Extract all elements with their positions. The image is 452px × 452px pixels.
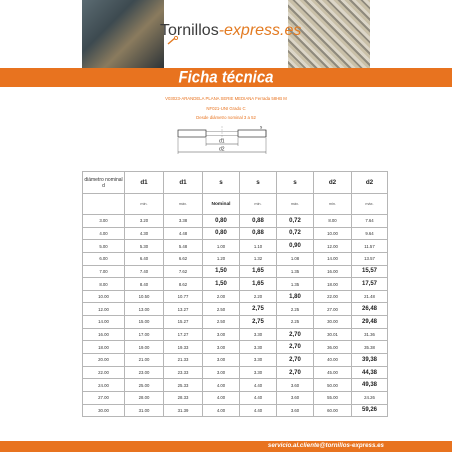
table-cell: 1.08 <box>277 252 314 265</box>
table-cell: 23.33 <box>164 366 203 379</box>
table-cell: 30.01 <box>314 328 352 341</box>
table-cell: 2.50 <box>203 316 240 329</box>
table-cell: 1,50 <box>203 278 240 291</box>
table-cell: 8.62 <box>164 278 203 291</box>
table-cell: 0,72 <box>277 227 314 240</box>
table-cell: 13.00 <box>125 303 164 316</box>
unit-cell: min. <box>125 194 164 215</box>
header-nominal-diameter: diámetro nominal d <box>83 172 125 194</box>
table-cell: 2,70 <box>277 366 314 379</box>
table-cell: 4.40 <box>240 404 277 417</box>
table-row <box>83 341 388 354</box>
table-cell: 3.60 <box>277 391 314 404</box>
table-cell: 12.00 <box>314 240 352 253</box>
logo-sub-text: -express.es <box>218 22 302 39</box>
table-cell: 1,65 <box>240 278 277 291</box>
table-cell: 14.00 <box>314 252 352 265</box>
table-cell: 2,75 <box>240 316 277 329</box>
table-cell: 10.77 <box>164 290 203 303</box>
label-d1: d1 <box>219 138 225 145</box>
table-cell: 16.00 <box>314 265 352 278</box>
tools-photo <box>82 0 164 68</box>
table-cell: 3.30 <box>240 354 277 367</box>
table-cell: 40.00 <box>314 354 352 367</box>
table-cell: 50.00 <box>314 379 352 392</box>
table-cell: 1,50 <box>203 265 240 278</box>
table-cell: 4.40 <box>240 379 277 392</box>
table-cell: 10.00 <box>314 227 352 240</box>
unit-cell: máx. <box>164 194 203 215</box>
table-cell: 10.50 <box>125 290 164 303</box>
table-cell: 0,88 <box>240 215 277 228</box>
table-cell: 31.36 <box>352 328 388 341</box>
table-cell: 1.35 <box>277 278 314 291</box>
header-d1-max: d1 <box>164 172 203 194</box>
table-row <box>83 391 388 404</box>
table-cell: 2.25 <box>277 316 314 329</box>
table-cell: 3.30 <box>240 328 277 341</box>
page-title: Ficha técnica <box>178 68 274 87</box>
table-cell: 31.39 <box>164 404 203 417</box>
table-cell: 3.00 <box>83 215 125 228</box>
table-cell: 17.27 <box>164 328 203 341</box>
header-s-min: s <box>240 172 277 194</box>
table-cell: 35.38 <box>352 341 388 354</box>
unit-cell: máx. <box>277 194 314 215</box>
table-cell: 55.00 <box>314 391 352 404</box>
table-cell: 3.30 <box>240 366 277 379</box>
table-row <box>83 215 388 228</box>
header-d2-max: d2 <box>352 172 388 194</box>
header-s-max: s <box>277 172 314 194</box>
table-cell: 2.20 <box>240 290 277 303</box>
table-cell: 15,57 <box>352 265 388 278</box>
label-s: s <box>260 124 263 130</box>
header-d1-min: d1 <box>125 172 164 194</box>
logo-wrench-icon <box>167 36 179 46</box>
title-bar <box>0 68 452 87</box>
table-row <box>83 227 388 240</box>
table-row <box>83 290 388 303</box>
table-cell: 6.00 <box>83 252 125 265</box>
table-row <box>83 328 388 341</box>
table-cell: 7.64 <box>352 215 388 228</box>
table-cell: 24.00 <box>83 379 125 392</box>
table-cell: 4.48 <box>164 227 203 240</box>
table-cell: 44,38 <box>352 366 388 379</box>
table-cell: 5.48 <box>164 240 203 253</box>
table-cell: 0,80 <box>203 215 240 228</box>
dimensions-table <box>82 171 388 417</box>
table-cell: 4.00 <box>203 391 240 404</box>
table-cell: 3.20 <box>125 215 164 228</box>
table-cell: 3.00 <box>203 328 240 341</box>
table-cell: 31.00 <box>125 404 164 417</box>
table-cell: 1.20 <box>203 252 240 265</box>
table-cell: 14.00 <box>83 316 125 329</box>
table-cell: 0,88 <box>240 227 277 240</box>
site-logo <box>160 22 301 40</box>
table-row <box>83 278 388 291</box>
table-cell: 3.60 <box>277 404 314 417</box>
table-cell: 2,70 <box>277 328 314 341</box>
table-cell: 60.00 <box>314 404 352 417</box>
table-cell: 1.35 <box>277 265 314 278</box>
washer-section-right <box>238 130 266 137</box>
unit-cell: min. <box>240 194 277 215</box>
table-cell: 30.00 <box>314 316 352 329</box>
product-range: Desde diámetro nominal 3 a 52 <box>196 115 256 120</box>
table-cell: 27.00 <box>83 391 125 404</box>
table-cell: 16.00 <box>83 328 125 341</box>
table-cell: 36.00 <box>314 341 352 354</box>
unit-cell: máx. <box>352 194 388 215</box>
washer-section-left <box>178 130 206 137</box>
label-d2: d2 <box>219 146 225 153</box>
table-cell: 15.00 <box>125 316 164 329</box>
header-s-nominal: s <box>203 172 240 194</box>
table-cell: 49,38 <box>352 379 388 392</box>
table-cell: 8.00 <box>83 278 125 291</box>
unit-cell: min. <box>314 194 352 215</box>
table-cell: 18.00 <box>83 341 125 354</box>
table-cell: 11.57 <box>352 240 388 253</box>
table-cell: 21.33 <box>164 354 203 367</box>
logo-area <box>160 0 302 68</box>
table-cell: 7.00 <box>83 265 125 278</box>
table-cell: 13.57 <box>352 252 388 265</box>
table-cell: 2,70 <box>277 341 314 354</box>
table-cell: 3.60 <box>277 379 314 392</box>
table-cell: 8.40 <box>125 278 164 291</box>
table-cell: 3.00 <box>203 366 240 379</box>
table-cell: 1,80 <box>277 290 314 303</box>
table-row <box>83 316 388 329</box>
table-cell: 21.00 <box>125 354 164 367</box>
table-cell: 10.00 <box>83 290 125 303</box>
table-cell: 19.00 <box>125 341 164 354</box>
table-row <box>83 265 388 278</box>
table-cell: 4.00 <box>83 227 125 240</box>
table-cell: 1.10 <box>240 240 277 253</box>
table-cell: 0,80 <box>203 227 240 240</box>
table-row <box>83 252 388 265</box>
table-cell: 39,38 <box>352 354 388 367</box>
table-cell: 13.27 <box>164 303 203 316</box>
table-cell: 20.00 <box>83 354 125 367</box>
table-cell: 0,90 <box>277 240 314 253</box>
logo-main-text: Tornillos <box>160 22 219 39</box>
table-cell: 18.00 <box>314 278 352 291</box>
table-cell: 12.00 <box>83 303 125 316</box>
table-cell: 0,72 <box>277 215 314 228</box>
table-row <box>83 303 388 316</box>
table-row <box>83 354 388 367</box>
table-cell: 5.30 <box>125 240 164 253</box>
table-cell: 19.33 <box>164 341 203 354</box>
table-cell: 25.33 <box>164 379 203 392</box>
table-row <box>83 404 388 417</box>
table-cell: 3.00 <box>203 354 240 367</box>
table-cell: 2.00 <box>203 290 240 303</box>
header-d2-min: d2 <box>314 172 352 194</box>
table-cell: 3.00 <box>203 341 240 354</box>
table-unit-row <box>83 194 388 215</box>
table-cell: 8.00 <box>314 215 352 228</box>
table-cell: 21.48 <box>352 290 388 303</box>
table-cell: 3.38 <box>164 215 203 228</box>
table-cell: 1.00 <box>203 240 240 253</box>
table-row <box>83 240 388 253</box>
table-cell: 45.00 <box>314 366 352 379</box>
table-cell: 5.00 <box>83 240 125 253</box>
table-cell: 9.64 <box>352 227 388 240</box>
table-cell: 26,48 <box>352 303 388 316</box>
table-cell: 22.00 <box>314 290 352 303</box>
table-cell: 22.00 <box>83 366 125 379</box>
table-cell: 6.40 <box>125 252 164 265</box>
table-cell: 17.00 <box>125 328 164 341</box>
table-cell: 2.50 <box>203 303 240 316</box>
table-cell: 4.00 <box>203 379 240 392</box>
product-standard: NF021-UNI Grado C <box>206 106 246 111</box>
product-description: V03023-ARANDELA PLANA SERIE MEDIANA Ferrada 58HB M <box>165 96 287 101</box>
table-cell: 4.30 <box>125 227 164 240</box>
table-cell: 15.27 <box>164 316 203 329</box>
footer-bar <box>0 441 452 452</box>
table-cell: 7.40 <box>125 265 164 278</box>
table-cell: 28.33 <box>164 391 203 404</box>
table-cell: 30.00 <box>83 404 125 417</box>
contact-email-link[interactable]: servicio.al.cliente@tornillos-express.es <box>267 441 384 449</box>
table-cell: 59,26 <box>352 404 388 417</box>
table-cell: 3.30 <box>240 341 277 354</box>
table-cell: 1,65 <box>240 265 277 278</box>
table-cell: 29,48 <box>352 316 388 329</box>
table-cell: 28.00 <box>125 391 164 404</box>
table-cell: 2,70 <box>277 354 314 367</box>
table-cell: 4.40 <box>240 391 277 404</box>
table-cell: 1.32 <box>240 252 277 265</box>
table-cell: 25.00 <box>125 379 164 392</box>
unit-cell <box>83 194 125 215</box>
table-cell: 2,75 <box>240 303 277 316</box>
table-cell: 2.25 <box>277 303 314 316</box>
unit-cell-nominal: Nominal <box>203 194 240 215</box>
table-cell: 4.00 <box>203 404 240 417</box>
table-header-row <box>83 172 388 194</box>
table-cell: 17,57 <box>352 278 388 291</box>
table-row <box>83 366 388 379</box>
table-cell: 6.62 <box>164 252 203 265</box>
table-cell: 24.26 <box>352 391 388 404</box>
table-row <box>83 379 388 392</box>
table-cell: 27.00 <box>314 303 352 316</box>
table-cell: 23.00 <box>125 366 164 379</box>
washer-diagram <box>176 124 268 158</box>
table-cell: 7.62 <box>164 265 203 278</box>
